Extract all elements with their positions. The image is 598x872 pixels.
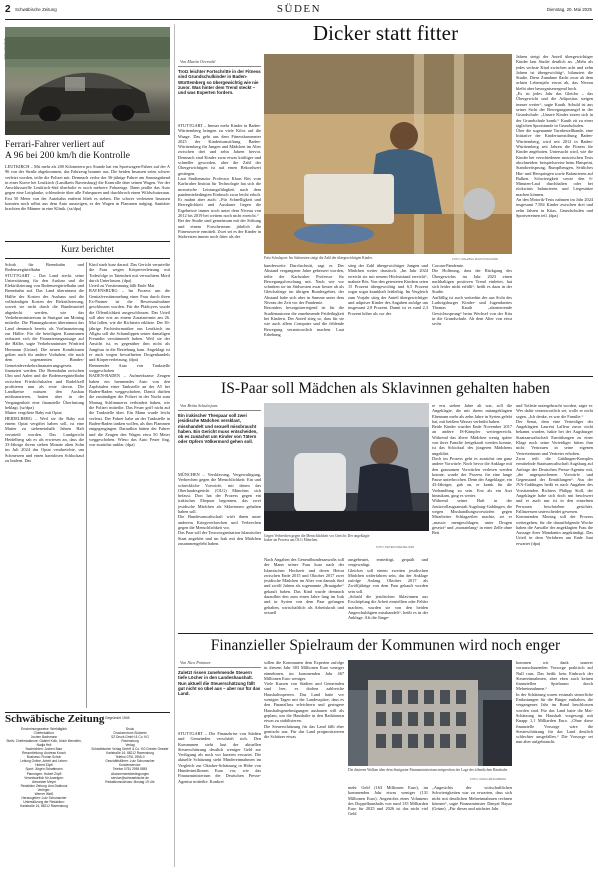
- is-byline: Von Britta Schultejans: [180, 403, 218, 408]
- is-intro: Ein irakischer Thespaar soll zwei jesidische Mädchen versklavt, misshandelt und sexuell missbraucht haben. Ein Gericht muss entscheiden, ob es zunächst um Kinder von Tätern oder Opfern Völkermord gehen soll.: [178, 413, 258, 445]
- is-column-3: ausgebeutet, erniedrigt, gequält und vergewaltigt. Gleiches soll einem zweiten jesidischen Mädchen widerfahren sein, das der Anklage zufolge Anfang Oktober 2017 als Zwölfjährige von dem Paar gekauft worden sein soll. „Sobald die jesidischen Sklavinnen aus Erschöpfung die Arbeit einstellten oder Fehler machten, wurden sie von den beiden Angeschuldigten misshandelt“, heißt es in der Anklage. Als die Jünge-: [348, 557, 428, 621]
- is-column-2: Nach Angaben des Generalbundesanwalts soll der Mann seiner Frau kurz nach der Islamischen Hochzeit und deren Heirat zwischen Ende 2015 und Oktober 2017 zwei jesidische Mädchen im Alter von damals fünf und zwölf Jahren als sogenannte „Brautgabe“ gekauft haben. Das Kind wurde demnach daraufhin den zum einen Jahre lang im Irak und in Syrien von dem Paar gefangen gehalten, wirtschaftlich als Arbeitskraft und sexuell: [264, 557, 344, 615]
- imprint-right: Druck Druckzentrum Südwest SZ Druck GmbH & Co. KG Ravensburg Verlag Schwäbischer Verlag GmbH & Co. KG Drexler Gessler Karlstraße 16, 88212 Ravensburg Telefon 0751 2955-0 Geschäftsführer: Lutz Schumacher Kundenservice: Telefon 0751 2955 5555 Abonnementsbedingungen service@schwaebische.de Redaktionsschluss: Montag 19 Uhr: [91, 727, 169, 784]
- is-bottom-rule: [178, 633, 593, 634]
- ferrari-body: LEUTKIRCH – Mit mehr als 200 Kilometern pro Stunde hat ein Sportwagen-Fahrer auf der A 96 von der Straße abgekommen, das Fahrzeug brannte aus. Die beiden Insassen seien schwer verletzt worden, teilte die Polizei mit. Demnach verlor der 36-jährige Fahrer am Sonntagabend in einer Kurve bei Leutkirch (Landkreis Ravensburg) die Kontrolle über seinen Wagen. Vor der Anschlussstelle Leutkirch-Süd überholte er noch mehrere Fahrzeuge. Dann prallte das Auto gegen eine Leitplanke, schleuderte über alle Fahrspuren und durchbrach einen Wildschutzzaun. Erst 50 Meter von der Autobahn entfernt blieb es stehen. Die schwer verletzten Insassen konnten noch selbst aus dem Auto aussteigen, es der Wagen in Flammen aufging. Sanitäter brachten die Männer in eine Klinik. (sz/dpa): [5, 164, 170, 212]
- is-column-5: und Toilette untergebracht worden, sagte er. Wer dafür verantwortlich sei, wolle er nicht sagen. „Ich denke, es war die Familie.“ Der Senat, dem eine Verteidiger der Angeklagten Laurent Lafleur zuvor nicht bekannt wurden, hakte bei der Augsburger Staatsanwaltschaft Ermittlungen zu einer Klage noch seine Verteidiger bitten ihm nicht Vertrauen in seine eigenen Vertreterinnen und Vertreter erhoben. Zwar teilt die Gablingen-Komplex ermittelnde Staatsanwaltschaft Augsburg auf Anfrage der Deutschen Presse-Agentur mit, „die angesprochenen Vorwürfe und Gegenstand der Ermittlungen“. Aus der JVA-Gablingen heißt es nach Angaben des Vorsitzenden Richters Philipp Stoll, der Angeklagte habe sich doch mit beschwert und er auch nur ist in den einzelnen Personen beschrieben gesichtet. Fallinzessen unterscheidet gewesen. Kommenden Montag soll der Prozess weitergehen, für die darauffolgende Woche haben die Anwälte der angeklagten Frau die Aussage ihrer Mandantin angekündigt. Das Urteil in dem Verfahren am Ende Juni erwartet (dpa): [516, 403, 593, 546]
- ministry-building-illustration: [348, 660, 512, 766]
- dicker-column-2: bundesweite Durchschnitt, sagt er. Der Abstand vergangener Jahre gebessert worden, teilte der Karlsruher Professor für Bewegungsforschung mit. Nach wie vor schnitten sie im Südwesten zwar besser ab als Gleichaltrige im übrigen Bundesgebiet, der Abstand habe sich aber in Summe unter dem Niveau der Zeit vor der Pandemie. Besonders besorgniserregend ist für die Studienautoren die zunehmende Fettleibigkeit bei Kindern. Der Anteil stieg so, dass für sie wie auch allem Computer und die fehlende Bewegung verantwortlich machen. Laut Erhebung: [264, 263, 344, 337]
- dicker-column-5: Jahren steigt der Anteil übergewichtiger Kinder laut Studie deutlich an. „Mehr als jedes sechste Kind zwischen acht und zehn Jahren ist übergewichtig“, bilanziert die Studie. Diese Zunahme flacht zwar ab dem achten Lebensjahr etwas ab, das Niveau bleibt aber besorgniserregend hoch. „Es ist jedes Jahr das Gleiche – das Übergewicht und die Adipositas steigen immer weiter“, sagte Kauth. Schuld ist aus seiner Sicht der Bewegungsmangel in der Grundschule: „Unsere Kinder sitzen sich in der Grundschule krank.“ Kauth zit zu einer täglichen Sportstunde in Grundschulen. Über die sogenannte Turnbestellbande, eine Initiative der Kinderturnstiftung Baden-Württemberg, wird seit 2012 in Baden-Württemberg seit Jahren die Fitness für Kinder angeboten. Untersucht wird, wie die Kinder bei verschiedenen motorischen Tests abschneiden: beispielsweise beim Hinsprint, Standweitsprung, Rumpfbeugen, Seitliches Hin- und Herspringen sowie Balancieren auf Balken. Schwierigkeit sowie den 6-Minuten-Lauf durchhalten oder bei rückwärts balancieren und Liegestütze machen können. An den Motorik-Tests nahmen im Jahr 2024 insgesamt 7.584 Kinder zwischen drei und zehn Jahren in Kitas, Grundschulen und Sportvereinen teil. (dpa): [516, 54, 593, 218]
- ferrari-credit: FOTO: DPA/ANA: [3, 38, 7, 60]
- dicker-bottom-rule: [178, 376, 593, 377]
- kurz-headline: Kurz berichtet: [60, 244, 115, 254]
- finanz-column-5: kommen wir dank unserer vorausschauenden Vorsorge praktisch auf Null raus. Das heißt: kein Einbruch der Steuereinnahmen, aber eben auch keinen finanziellen Spielraum durch Mehreinnahmen.“ In der Schätzung waren erstmals steuerliche Entlastungen für die Bürger enthalten, die vergangenes Jahr im Bund beschlossen worden sind. Für das Land hatte die Mai-Schätzung im Haushalt vorgesorgt mit Knapp 1,1 Milliarden Euro. „Ohne diese finanzielle Vorsorge wäre die Steuerschätzung für das Land deutlich schlechter ausgefallen.“ Die Vorsorge sei nun aber aufgebraucht.: [516, 660, 593, 745]
- masthead-logo: Schwäbische Zeitung: [5, 713, 105, 725]
- finanz-credit: FOTO: ANNA HIRSCHBERG: [470, 777, 507, 781]
- is-headline: IS-Paar soll Mädchen als Sklavinnen gehalten haben: [221, 380, 550, 397]
- dicker-headline: Dicker statt fitter: [312, 21, 459, 45]
- left-rail-divider: [174, 24, 175, 867]
- is-credit: FOTO: PETER KNEFFEL/DPA: [376, 545, 415, 549]
- dicker-caption: Fritz Schulsport: Im Südwesten steigt die Zahl der übergewichtigen Kinder.: [264, 256, 373, 260]
- paper-name: Schwäbische Zeitung: [15, 7, 57, 12]
- imprint-left: Erscheinungsweise: Werktäglich Chefredaktion: Jochen Bachmann Stellv. Chefredakteure: Gabriel Kolb, Ulrich Mendelin, Nadja Heil Nachrichten: Jochen Baur Ressortleitung: Andreas Knoch Business: Florian Schuh Leitung Online, Arbeit und Leben: Hubert Zöpfl Sport: Jürgen Schattmann Planungen: Hubert Zöpfl Verantwortlich für Anzeigen: Alexander Meyer Redaktion Zeitung: Ana Dabbous Verleger: Werner Weiß Herausgeber: Lutz Schumacher Unterstützung der Redaktion: Karlstraße 16, 88212 Ravensburg: [6, 727, 82, 808]
- dicker-intro: Trotz leichter Fortschritte in der Fitness sind Grundschulkinder in Baden-Württemberg so übergewichtig wie nie zuvor. Was hinter dem Trend steckt – und was Experten fordern.: [178, 69, 261, 96]
- masthead-founded: Gegründet 1945: [105, 716, 130, 720]
- dicker-column-3: stieg der Zahl übergewichtiger Jungen und Mädchen weiter drastisch. „Im Jahr 2024 erreicht sie mit neuem Höchststand erreicht“, mahnte Bös. Von den getesteten Kindern seien 15 Prozent übergewichtig und 6,5 Prozent sogar sogar krankhaft fettleibig. Im Vergleich zum Vorjahr stieg der Anteil übergewichtiger und adipöser Kinder des Angaben zufolge um insgesamt 2,8 Prozent. Damit ist es rund 2,3 Prozent höher als vor der: [348, 263, 428, 316]
- ferrari-headline-line1: Ferrari-Fahrer verliert auf: [5, 140, 105, 150]
- finanz-caption: Die düsteren Wolken über dem Stuttgarter Finanzministerium entsprechen der Lage der öffentlichen Haushalte.: [348, 768, 509, 772]
- section-title: SÜDEN: [276, 3, 322, 15]
- finanz-column-3: mehr Geld (163 Millionen Euro), im kommenden Jahr etwas weniger (131 Millionen Euro). Angesichts eines Volumens des Doppelhaushalts von rund 135 Milliarden Euro für 2025 und 2026 ist das nicht viel Geld.: [348, 785, 428, 817]
- dicker-photo: [264, 54, 512, 254]
- is-column-4: re erst sieben Jahre alt war, soll die Angeklagte, die mit ihrem mitangeklagten Ehemann mehr als zehn Jahre in Syrien gelebt hat, mit heißem Wasser verbrüht haben. Beide Kinder wurden Ende November 2017 an andere IS-Kämpfer weitergereicht. Während das ältere Mädchen wenig später von ihrer Familie freigekauft werden konnte, ist das Schicksal des jüngeren Mädchens ungeklärt. Doch im Prozess geht es zunächst um ganz andere Vorwürfe: Noch bevor die Anklage mit den grausamen Vorwürfen verlesen werden konnte, wurde der Prozess für eine lange Pause unterbrochen. Denn der Angeklagte, ein 43-Jähriger, gab an, er krank für die Verhandlung zu sein. Erst als ein Arzt hinzukam, ging es weiter. Während seiner Haft in der Justizvollzugsanstalt Augsburg-Gablingen, die wegen Misshandlungsvorwürfen gegen Mitarbeiter Schlagzeilen machte, sei er „massiv mengeschlagen, unter Drogen gesetzt“ und „monatelang“ in einer Zelle ohne Bett: [432, 403, 512, 536]
- finanz-intro: Zuletzt rissen zunehmende Steuern tiefe Löcher in den Landeshaushalt. Nun aktuell die Steuerschätzung fällt gut nicht so übel aus – aber nur für das Land.: [178, 670, 261, 697]
- kurz-rule-top: [5, 241, 170, 242]
- finanz-column-2: sollen die Kommunen dem Experten zufolge in diesem Jahr 383 Millionen Euro weniger einnehmen, im kommenden Jahr 467 Millionen Euro weniger. Viele Kassen von Städten und Gemeinden sind leer, es drohen zahlreiche Haushaltssperren. Das Land hatte vor wenigen Tagen mit der Landesspitze, dass es den Finanzfluss erleichtern und geringere Haushaltsgenehmigungen ausbauen will als geplant, um die Haushalte in den Rathäusern etwas zu stabilisieren. Die Steuerschätzung für das Land fällt eher gemischt aus: Für das Land prognostizieren die Schätzer etwas: [264, 660, 344, 740]
- ferrari-photo: [5, 27, 170, 135]
- kurz-column-divider: [86, 262, 87, 708]
- date: Dienstag, 20. Mai 2025: [546, 7, 592, 12]
- is-caption: Gegen Verbrechen gegen die Menschlichkeit vor Gericht: Der angeklagte Iraker im Prozess am OLG München.: [264, 534, 370, 543]
- courtroom-illustration: [264, 403, 429, 531]
- finanz-column-4: „Angesichts der wirtschaftlichen Schwierigkeiten war zu erwarten, dass sich nicht mit deutlichen Mehreinnahmen rechnen können“, sagte Finanzminister Danyal Bayaz (Grüne). „Für dieses und nächstes Jahr: [432, 785, 512, 812]
- finanz-column-1: STUTTGART – Die Finanzkrise von Städten und Gemeinden verschärft sich. Den Kommunen steht laut der aktuellen Steuerschätzung deutlich weniger Geld zur Verfügung als noch vor kurzem erwartet. Die aktuelle Schätzung sieht Mindereinnahmen im Vergleich zur Oktober-Schätzung in Höhe von Hundertmillionen Euro vor, wie das Finanzministerium der Deutschen Presse-Agentur mitteilte. Konkret: [178, 731, 261, 784]
- finanz-byline: Von Nico Pointner: [180, 660, 211, 665]
- dicker-column-1: STUTTGART – Immer mehr Kinder in Baden-Württemberg bringen zu viele Kilos auf die Waage. Das geht aus dem Fitnessbarometer 2025 der Kinderturnstiftung Baden-Württemberg für Jungen und Mädchen im Alter zwischen drei und zehn Jahren hervor. Demnach sind Kinder zwar etwas kräftiger und schneller geworden, aber die Zahl der Übergewichtigen ist auf einen Rekordwert gestiegen. Laut Studienautor Professor Klaus Bös vom Karlsruher Institut für Technologie hat sich die motorische Leistungsfähigkeit nach dem pandemiebedingten Einbruch zwar leicht erholt. Er mahnt aber auch: „Für Schnelligkeit und Beweglichkeit und Ausdauer liegen die Ergebnisse immer noch unter dem Niveau von 2012 bis 2019 bei weitem noch nicht erreicht.“ Bei der Studie sind gemeinsam mit der Stiftung und einem Forscherteam jährlich die Fitnesswerte ermittelt. Zwei sei es der Kinder in Südwesten immer noch fitter als der: [178, 123, 261, 240]
- gym-children-illustration: [264, 54, 512, 254]
- kurz-column-2: Kind starb kurz darauf. Das Gericht verurteilte die Frau wegen Körperverletzung mit Todesfolge in Tateinheit mit versuchtem Mord durch Unterlassen. (dpa) Urteil zu Vorstimmung fällt Ende Mai RAVENSBURG – Im Prozess um die Genitalverstümmelung einer Frau durch ihren Ex-Partner ist die Beweisaufnahme geschlossen worden. Für die Plädoyers wurde die Öffentlichkeit ausgeschlossen. Das Urteil soll aber erst an einem Zusatztermin am 26. Mai fallen, wie die Richterin erklärte. Der 36-jährige Fachinformatiker aus Leutkirch im Allgäu soll die Schamlippen seiner damaligen Freundin verstümmelt haben. Weil sie der Ansicht ist, es gegenüber ihm nicht als Jungfrau in die Beziehung kam. Angeklagt ist er auch wegen bewaffneten Drogenhandels und Körperverletzung. (dpa) Brennendes Auto von Tankstelle weggeschoben BADEN-BADEN – Aufmerksame Zeugen haben ein brennendes Auto von den Zapfsäulen einer Tankstelle an der A5 bei Baden-Baden weggeschoben. Damit dürften die zuständigen die Polizei in der Nacht zum Montag Schlimmeres verhindert haben, wie die Polizei mitteilte. Das Feuer griff nicht auf die Tankstelle über. Ein Mann wurde leicht verletzt. Der Fahrer habe an der Tankstelle in Baden-Baden tanken wollen, als ihm Flammen entgegengingen. Daraufhin hätten der Fahrer und die Zeugen den Wagen etwa 50 Meter weggeschoben. Wieso das Auto Feuer fing, war zunächst unklar. (dpa): [89, 262, 170, 448]
- page-number: 2: [5, 4, 11, 15]
- kurz-rule-bottom: [5, 258, 170, 259]
- finanz-headline: Finanzieller Spielraum der Kommunen wird noch enger: [210, 637, 561, 654]
- is-column-1: MÜNCHEN – Versklavung, Vergewaltigung, Verbrechen gegen die Menschlichkeit: Ein und schreckliche Vorwürfe, mit denen das Oberlandesgericht (OLG) München sich befasst. Dort hat der Prozess gegen ein irakisches Ehepaar begonnen, das zwei jesidische Mädchen als Sklavinnen gehalten haben soll. Die Bundesanwaltschaft wirft ihnen unter anderem Kriegsverbrechen und Verbrechen gegen die Menschlichkeit vor. Das Paar soll der Terrororganisation Islamischer Staat angehört und im Irak mit den Mädchen zusammengelebt haben.: [178, 472, 261, 546]
- ferrari-headline: [5, 140, 170, 162]
- is-photo: [264, 403, 429, 531]
- dicker-column-4: Corona-Pandemie. Die Hoffnung, dass der Rückgang des Übergewichts im Jahr 2023 einen nachhaltigen positiven Trend einleitet, hat sich leider nicht erfüllt“, heißt es dazu in der Studie. Auffällig ist auch weiterhin der aus Sicht des Ludwigsburger Kinder- und Jugendarztes Thomas Kauth „alarmierende Gewichtssprung“ beim Wechsel von der Kita in die Grundschule. Ab dem Alter von etwa sechs: [432, 263, 512, 327]
- burned-car-illustration: [5, 27, 170, 135]
- ferrari-headline-line2: A 96 bei 200 km/h die Kontrolle: [5, 151, 130, 161]
- kurz-column-1: Schub für Brennbahn und Bodenseegürtelbahn STUTTGART – Das Land steckt seine Unterstützung für den Ausbau und die Elektrifizierung von Bodenseegürtelbahn und Brennbahn auf. Das Land übernimmt die Hälfte der Kosten des Ausbaus und die vollständigen Kosten der Elektrifizierung, soweit sie nicht durch die Bundesmittel abgedeckt werden, wie das Verkehrsministerium in Stuttgart am Montag mitteilte. Die Planungskosten übernimmt das Land demnach bereits als Vorfinanzierung zur Hälfte. Für die beteiligten Kommunen reduziert sich die Finanzierungszusage auf die Hälfte, sagte Verkehrsminister Winfried Hermann (Grüne). Die neuen Konditionen gelten auch für andere Vorhaben, die nach dem sogenannten Bundes-Gemeindeverkehrsfinanzierungsgesetz finanziert werden. Die Brennbahn zwischen Ulm und Aalen und die Bodenseegürtelbahn zwischen Friedrichshafen und Radolfzell profitieren nun als erste davon. Die Landkreise müssen den Ausbau mitfinanzieren, hatten aber in der Vergangenheit eine finanzielle Überlastung beklagt. (sz/dpa) Mutter vergiftete Baby mit Opiat HEIDELBERG – Weil sie ihr Baby mit einem Opiat vergiftet haben soll, ist eine Mutter zu siebeneinhalb Jahren Haft verurteilt worden. Das Landgericht Heidelberg sah es als erwiesen an, dass die 33-Jährige ihrem sieben Monate alten Sohn im Juli 2024 das Opiat verabreichte, um Schmerzen und einen harmlosen Schluckauf zu lindern. Das: [5, 262, 84, 463]
- finanz-photo: [348, 660, 512, 766]
- dicker-credit: FOTO: MALWINA MAJKOVSKA/DPA: [452, 257, 499, 261]
- dicker-byline: Von Martin Oversohl: [180, 59, 216, 64]
